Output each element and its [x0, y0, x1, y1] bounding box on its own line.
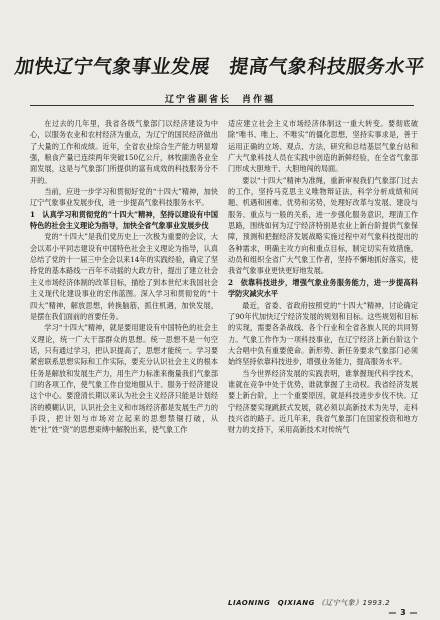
- paragraph: 要以“十四大”精神为准绳，重新审视我们气象部门过去的工作，坚持马克思主义唯物辩证法，科学分析成绩和问题、机遇和困难、优势和劣势，处理好改革与发展、建设与服务、重点与一般的关系，进一步强化服务意识，理清工作思路，围绕如何为辽宁经济特别是农业上新台阶提供气象保障，预测和把握经济发展战略实施过程中对气象科技提出的各种需求，明确主攻方向和重点目标，制定切实有效措施，动员和组织全省广大气象工作者，坚持不懈地抓好落实，使我省气象事业更快更好地发展。: [228, 175, 418, 276]
- title-divider: [30, 105, 414, 106]
- paragraph: 当今世界经济发展的实践表明，谁掌握现代科学技术，谁就在竞争中处于优势，谁就掌握了主动权。我省经济发展要上新台阶，上一个重要原因，就是科技进步步伐不快。辽宁经济要实现跳跃式发展，就必须以高新技术为先导，走科技兴省的路子。近几年来，我省气象部门在国家投资和地方财力的支持下，采用高新技术对传统气: [228, 368, 418, 435]
- paragraph: 党的“十四大”是我们党历史上一次极为重要的会议，大会以邓小平同志建设有中国特色社会主义理论为指导，认真总结了党的十一届三中全会以来14年的实践经验，确定了坚持党的基本路线一百年不动摇的大政方针，提出了建立社会主义市场经济体制的改革目标，描绘了到本世纪末我国社会主义现代化建设事业的宏伟蓝图。深入学习和贯彻党的“十四大”精神，解放思想，转换脑筋，抓住机遇，加快发展，是摆在我们面前的首要任务。: [30, 232, 218, 321]
- article-author: 辽宁省副省长 肖作福: [164, 95, 275, 105]
- journal-issue: 《辽宁气象》1993.2: [317, 599, 391, 607]
- journal-name-en: LIAONING QIXIANG: [228, 599, 315, 607]
- paragraph: 最近，省委、省政府按照党的“十四大”精神，讨论确定了90年代加快辽宁经济发展的规划和目标。这些规划和目标的实现，需要各条战线、各个行业和全省各族人民的共同努力。气象工作作为一项科技事业，在辽宁经济上新台阶这个大合唱中负有重要使命。新形势、新任务要求气象部门必须始终坚持依靠科技进步，增强业务能力，提高服务水平。: [228, 300, 418, 367]
- page-number: — 3 —: [388, 608, 418, 617]
- paragraph: 在过去的几年里，我省各级气象部门以经济建设为中心，以服务农业和农村经济为重点，为辽宁的国民经济做出了大量的工作和成绩。近年，全省农业综合生产能力明显增强，粮食产量已连续两年突破150亿公斤，林牧副渔各业全面发展，这是与气象部门所提供的富有成效的科技服务分不开的。: [30, 119, 218, 185]
- section-heading: 1 认真学习和贯彻党的“十四大”精神，坚持以建设有中国特色的社会主义理论为指导，加快全省气象事业发展步伐: [30, 209, 218, 231]
- article-title: 加快辽宁气象事业发展 提高气象科技服务水平: [13, 56, 427, 78]
- right-column: [228, 118, 418, 596]
- paragraph: 当前，应进一步学习和贯彻好党的“十四大”精神，加快辽宁气象事业发展步伐，进一步提高气象科技服务水平。: [30, 187, 218, 208]
- paragraph: 适应建立社会主义市场经济体制这一重大转变。要彻底破除“唯书、唯上、不唯实”的僵化思想，坚持实事求是，善于运用正确的立场、观点、方法，研究和总结基层气象台站和广大气象科技人员在实践中创造的新鲜经验，在全省气象部门形成大胆地干、大胆地闯的局面。: [228, 119, 418, 174]
- page-footer: [228, 598, 418, 617]
- left-column: [30, 118, 218, 596]
- paragraph: 学习“十四大”精神，就是要用建设有中国特色的社会主义理论，统一广大干部群众的思想。统一思想不是一句空话，只有通过学习，把认识提高了，思想才能统一。学习要紧密联系思想实际和工作实际，要充分认识社会主义的根本任务是解放和发展生产力，用生产力标准来衡量我们气象部门的各项工作，使气象工作自觉地服从于、服务于经济建设这个中心。要澄清长期以来认为社会主义经济只能是计划经济的模糊认识，认识社会主义和市场经济都是发展生产力的手段，把计划与市场对立起来的思想禁锢打破，从姓“社”姓“资”的思想束缚中解脱出来，使气象工作: [30, 323, 218, 435]
- section-heading: 2 依靠科技进步，增强气象业务服务能力，进一步提高科学防灾减灾水平: [228, 277, 418, 299]
